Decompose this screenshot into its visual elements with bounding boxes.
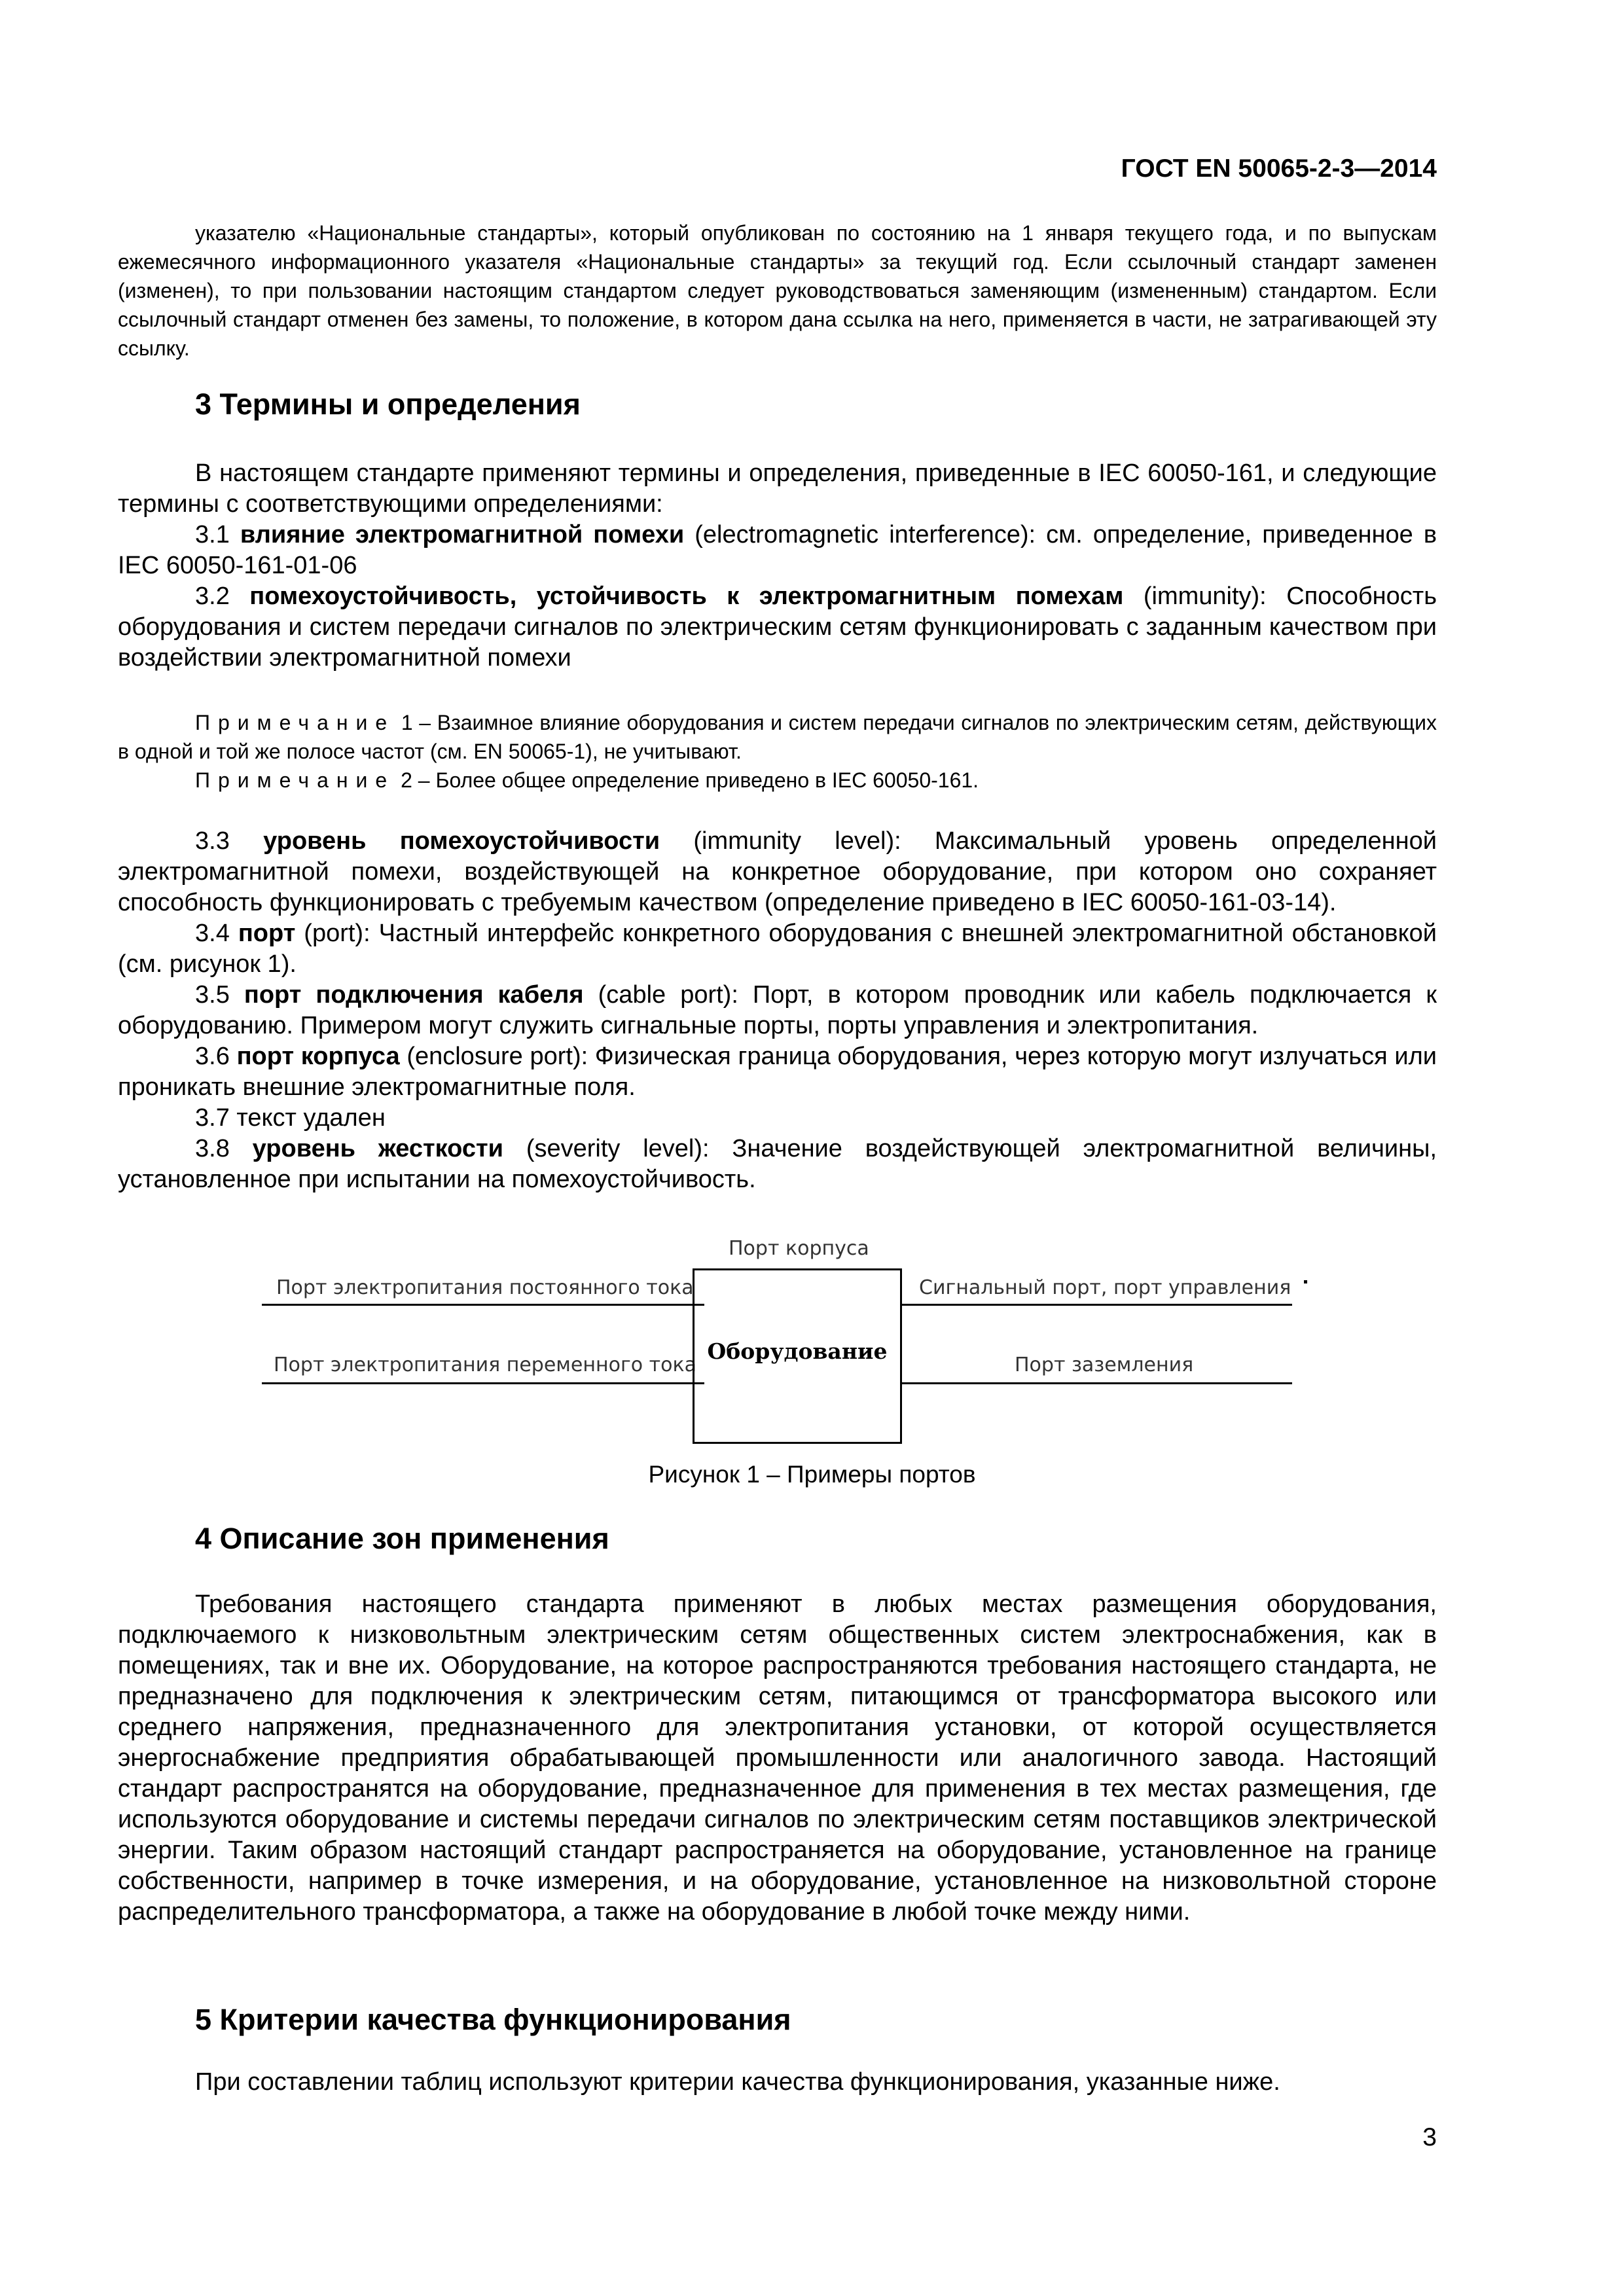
term-definition: (severity level): Значение воздействующей электромагнитной величины, установленное при испытании на помехоустойчивость.: [118, 1135, 1437, 1193]
section-4-text: Требования настоящего стандарта применяют в любых местах размещения оборудования, подключаемого к низковольтным электрическим сетям общественных систем электроснабжения, как в помещениях, так и вне их. Оборудование, на которое распространяются требования настоящего стандарта, не предназначено для подключения к электрическим сетям, питающимся от трансформатора высокого или среднего напряжения, предназначенного для электропитания установки, от которой осуществляется энергоснабжение предприятия обрабатывающей промышленности или аналогичного завода. Настоящий стандарт распространятся на оборудование, предназначенное для применения в тех местах размещения, где используются оборудование и системы передачи сигналов по электрическим сетям поставщиков электрической энергии. Таким образом настоящий стандарт распространяется на оборудование, установленное на границе собственности, например в точке измерения, и на оборудование, установленное на низковольтной стороне распределительного трансформатора, а также на оборудование в любой точке между ними.: [118, 1590, 1437, 1926]
term-definition: (immunity): Способность оборудования и систем передачи сигналов по электрическим сетям функционировать с заданным качеством при воздействии электромагнитной помехи: [118, 583, 1437, 672]
ac-power-line: [262, 1382, 704, 1384]
term-definition: (electromagnetic interference): см. определение, приведенное в IEC 60050-161-01-06: [118, 521, 1437, 579]
signal-line: [901, 1304, 1292, 1306]
term-name: уровень жесткости: [252, 1135, 503, 1162]
signal-port-label: Сигнальный порт, порт управления: [919, 1276, 1291, 1299]
term-3-5: [118, 980, 1437, 1041]
note-text: 1 – Взаимное влияние оборудования и систем передачи сигналов по электрическим сетям, действующих в одной и той же полосе частот (см. EN 50065-1), не учитывают.: [118, 711, 1437, 763]
section-4-title: 4 Описание зон применения: [195, 1522, 609, 1555]
term-definition: (cable port): Порт, в котором проводник или кабель подключается к оборудованию. Примером могут служить сигнальные порты, порты управления и электропитания.: [118, 981, 1437, 1039]
section-3-body: [118, 458, 1437, 673]
dc-power-port-label: Порт электропитания постоянного тока: [276, 1276, 694, 1299]
equipment-label: Оборудование: [707, 1338, 888, 1364]
ground-line: [901, 1382, 1292, 1384]
note-label: Примечание: [195, 711, 395, 734]
ports-diagram: [249, 1237, 1375, 1453]
term-name: порт корпуса: [236, 1043, 400, 1070]
term-3-7: 3.7 текст удален: [195, 1104, 386, 1132]
term-number: 3.3: [195, 827, 230, 855]
figure-caption: Рисунок 1 – Примеры портов: [648, 1461, 976, 1488]
term-3-4: [118, 918, 1437, 980]
term-number: 3.8: [195, 1135, 230, 1162]
term-number: 3.5: [195, 981, 230, 1009]
term-3-2: [118, 581, 1437, 673]
term-name: помехоустойчивость, устойчивость к электромагнитным помехам: [249, 583, 1124, 610]
ac-power-port-label: Порт электропитания переменного тока: [274, 1354, 696, 1376]
term-3-3: [118, 826, 1437, 918]
section-5-title: 5 Критерии качества функционирования: [195, 2003, 791, 2036]
term-number: 3.6: [195, 1043, 230, 1070]
terms-continued: [118, 826, 1437, 1195]
note-2: [118, 766, 1437, 795]
term-number: 3.4: [195, 920, 230, 947]
term-3-6: [118, 1041, 1437, 1103]
page-number: 3: [1422, 2123, 1437, 2151]
term-name: порт: [238, 920, 296, 947]
note-1: [118, 708, 1437, 766]
section-3-intro: В настоящем стандарте применяют термины и определения, приведенные в IEC 60050-161, и следующие термины с соответствующими определениями:: [118, 459, 1437, 518]
equipment-box: [693, 1268, 902, 1444]
stray-dot: [1304, 1280, 1307, 1283]
section-5-text: При составлении таблиц используют критерии качества функционирования, указанные ниже.: [195, 2068, 1280, 2096]
term-3-1: [118, 520, 1437, 581]
term-name: влияние электромагнитной помехи: [240, 521, 685, 548]
term-definition: (port): Частный интерфейс конкретного оборудования с внешней электромагнитной обстановкой (см. рисунок 1).: [118, 920, 1437, 978]
term-name: порт подключения кабеля: [244, 981, 584, 1009]
section-3-title: 3 Термины и определения: [195, 387, 581, 421]
term-number: 3.2: [195, 583, 230, 610]
term-3-8: [118, 1134, 1437, 1195]
dc-power-line: [262, 1304, 704, 1306]
document-header: ГОСТ EN 50065-2-3—2014: [1121, 154, 1437, 183]
ground-port-label: Порт заземления: [1015, 1354, 1194, 1376]
term-name: уровень помехоустойчивости: [263, 827, 660, 855]
intro-paragraph: указателю «Национальные стандарты», который опубликован по состоянию на 1 января текущего года, и по выпускам ежемесячного информационного указателя «Национальные стандарты» за текущий год. Если ссылочный стандарт заменен (изменен), то при пользовании настоящим стандартом следует руководствоваться заменяющим (измененным) стандартом. Если ссылочный стандарт отменен без замены, то положение, в котором дана ссылка на него, применяется в части, не затрагивающей эту ссылку.: [118, 221, 1437, 360]
term-definition: (enclosure port): Физическая граница оборудования, через которую могут излучаться или проникать внешние электромагнитные поля.: [118, 1043, 1437, 1101]
term-number: 3.1: [195, 521, 230, 548]
note-text: 2 – Более общее определение приведено в IEC 60050-161.: [395, 768, 979, 792]
enclosure-port-label: Порт корпуса: [729, 1237, 869, 1260]
term-definition: (immunity level): Максимальный уровень определенной электромагнитной помехи, воздействующей на конкретное оборудование, при котором оно сохраняет способность функционировать с требуемым качеством (определение приведено в IEC 60050-161-03-14).: [118, 827, 1437, 916]
notes-block: [118, 708, 1437, 795]
note-label: Примечание: [195, 768, 395, 792]
